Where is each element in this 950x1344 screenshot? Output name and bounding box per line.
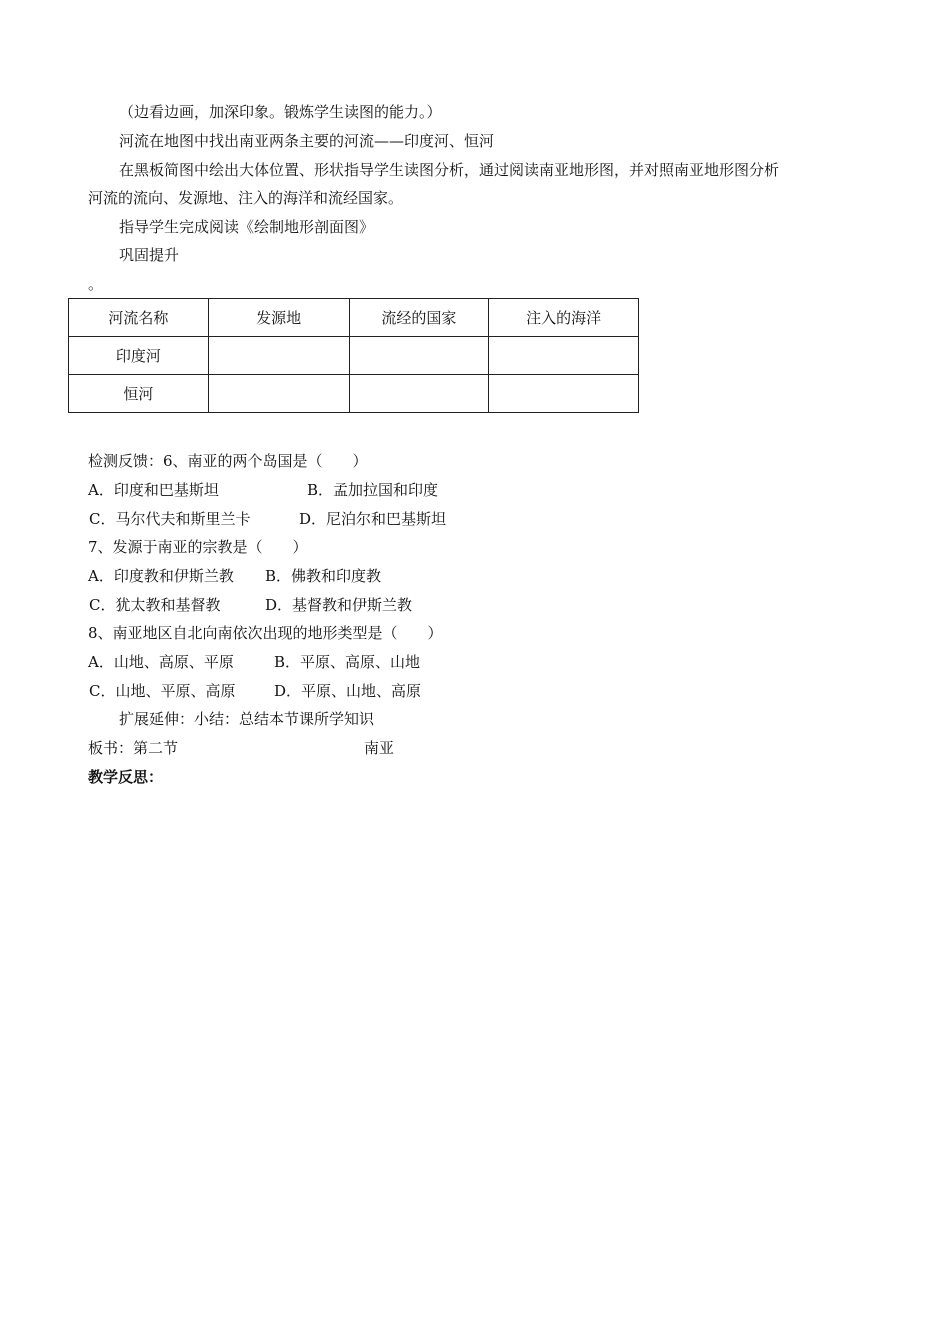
q8-option-b: B．平原、高原、山地 [274,653,421,671]
q8-option-a: A．山地、高原、平原 [88,653,234,671]
q7-option-b: B．佛教和印度教 [265,567,382,585]
q8-option-d: D．平原、山地、高原 [274,682,422,700]
cell-countries [349,337,489,375]
cell-countries [349,375,489,413]
intro-line-1: （边看边画，加深印象。锻炼学生读图的能力。） [119,103,442,121]
cell-river: 印度河 [69,337,209,375]
intro-line-3: 在黑板简图中绘出大体位置、形状指导学生读图分析，通过阅读南亚地形图，并对照南亚地形图分析 [119,161,780,179]
cell-ocean [489,337,639,375]
header-countries: 流经的国家 [349,299,489,337]
teaching-reflection-heading: 教学反思： [88,768,164,786]
cell-ocean [489,375,639,413]
q6-option-c: C．马尔代夫和斯里兰卡 [89,510,251,528]
board-title: 南亚 [364,739,395,757]
extension-summary: 扩展延伸：小结：总结本节课所学知识 [119,710,375,728]
header-ocean: 注入的海洋 [489,299,639,337]
q7-option-a: A．印度教和伊斯兰教 [88,567,234,585]
cell-source [208,337,349,375]
table-row [69,375,639,413]
intro-line-7: 。 [88,275,104,293]
q6-option-b: B．孟加拉国和印度 [307,481,439,499]
q7-option-d: D．基督教和伊斯兰教 [265,596,413,614]
question-8: 8、南亚地区自北向南依次出现的地形类型是（ ） [88,624,443,642]
cell-source [208,375,349,413]
intro-line-6: 巩固提升 [119,246,180,264]
q6-option-d: D．尼泊尔和巴基斯坦 [299,510,447,528]
table-header-row [69,299,639,337]
q6-option-a: A．印度和巴基斯坦 [88,481,219,499]
question-6: 检测反馈：6、南亚的两个岛国是（ ） [88,452,368,470]
q8-option-c: C．山地、平原、高原 [89,682,236,700]
intro-line-2: 河流在地图中找出南亚两条主要的河流——印度河、恒河 [119,132,495,150]
header-source: 发源地 [208,299,349,337]
cell-river: 恒河 [69,375,209,413]
table-row [69,337,639,375]
header-river-name: 河流名称 [69,299,209,337]
q7-option-c: C．犹太教和基督教 [89,596,221,614]
intro-line-5: 指导学生完成阅读《绘制地形剖面图》 [119,218,375,236]
intro-line-4: 河流的流向、发源地、注入的海洋和流经国家。 [88,189,404,207]
question-7: 7、发源于南亚的宗教是（ ） [88,538,308,556]
rivers-table [68,298,639,413]
board-label: 板书：第二节 [88,739,179,757]
